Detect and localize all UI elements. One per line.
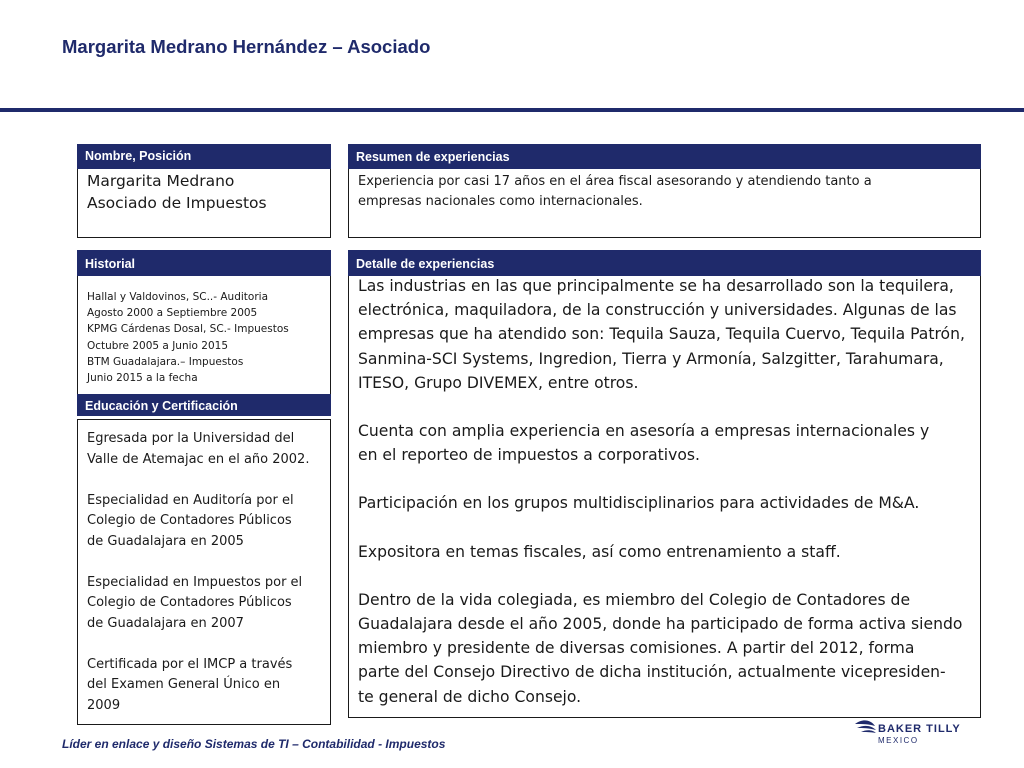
footer-tagline: Líder en enlace y diseño Sistemas de TI – Contabilidad - Impuestos (62, 737, 446, 751)
educacion-item (87, 573, 325, 635)
page-title: Margarita Medrano Hernández – Asociado (62, 36, 431, 57)
nombre-header: Nombre, Posición (77, 144, 331, 169)
educacion-line: de Guadalajara en 2007 (87, 615, 244, 631)
educacion-line: Colegio de Contadores Públicos (87, 595, 292, 610)
resumen-line: Experiencia por casi 17 años en el área fiscal asesorando y atendiendo tanto a (358, 174, 872, 189)
detalle-line: Dentro de la vida colegiada, es miembro del Colegio de Contadores de (358, 590, 911, 609)
posicion-line: Asociado de Impuestos (87, 194, 267, 212)
historial-text (87, 289, 327, 386)
detalle-paragraph (358, 540, 990, 564)
detalle-line: Guadalajara desde el año 2005, donde ha participado de forma activa siendo (358, 615, 963, 634)
company-logo (878, 723, 961, 745)
resumen-text (358, 172, 968, 211)
educacion-text (87, 429, 325, 716)
educacion-line: del Examen General Único en (87, 677, 281, 692)
detalle-line: electrónica, maquiladora, de la construcción y universidades. Algunas de las (358, 301, 957, 320)
educacion-line: Especialidad en Auditoría por el (87, 492, 294, 508)
nombre-text (87, 170, 267, 214)
nombre-line: Margarita Medrano (87, 172, 235, 190)
resumen-header: Resumen de experiencias (348, 144, 981, 169)
historial-line: Agosto 2000 a Septiembre 2005 (87, 307, 258, 320)
educacion-item (87, 655, 325, 717)
detalle-text (358, 274, 990, 709)
detalle-line: empresas que ha atendido son: Tequila Sauza, Tequila Cuervo, Tequila Patrón, (358, 325, 965, 344)
logo-sub-text: MEXICO (878, 736, 919, 745)
historial-line: Octubre 2005 a Junio 2015 (87, 339, 228, 352)
historial-line: KPMG Cárdenas Dosal, SC.- Impuestos (87, 323, 289, 336)
resumen-line: empresas nacionales como internacionales. (358, 193, 643, 209)
detalle-line: Las industrias en las que principalmente se ha desarrollado son la tequilera, (358, 277, 954, 295)
educacion-item (87, 491, 325, 553)
detalle-line: te general de dicho Consejo. (358, 687, 582, 706)
detalle-header: Detalle de experiencias (348, 250, 981, 276)
detalle-paragraph (358, 419, 990, 467)
educacion-line: de Guadalajara en 2005 (87, 533, 244, 549)
detalle-line: Expositora en temas fiscales, así como entrenamiento a staff. (358, 542, 841, 561)
educacion-line: Egresada por la Universidad del (87, 431, 295, 446)
detalle-paragraph (358, 491, 990, 515)
historial-line: Junio 2015 a la fecha (87, 372, 198, 385)
detalle-line: miembro y presidente de diversas comisiones. A partir del 2012, forma (358, 639, 915, 658)
header-rule (0, 108, 1024, 112)
historial-header: Historial (77, 250, 331, 276)
historial-line: BTM Guadalajara.– Impuestos (87, 355, 244, 368)
detalle-paragraph (358, 588, 990, 709)
educacion-line: Colegio de Contadores Públicos (87, 513, 292, 528)
logo-main-text: BAKER TILLY (878, 723, 961, 735)
historial-line: Hallal y Valdovinos, SC..- Auditoria (87, 291, 268, 303)
detalle-line: en el reporteo de impuestos a corporativos. (358, 446, 700, 465)
educacion-item (87, 429, 325, 470)
detalle-paragraph (358, 274, 990, 395)
educacion-header: Educación y Certificación (77, 394, 331, 416)
detalle-line: ITESO, Grupo DIVEMEX, entre otros. (358, 373, 639, 392)
educacion-line: Valle de Atemajac en el año 2002. (87, 451, 310, 467)
detalle-line: Sanmina-SCI Systems, Ingredion, Tierra y Armonía, Salzgitter, Tarahumara, (358, 349, 944, 368)
educacion-line: Especialidad en Impuestos por el (87, 574, 303, 590)
detalle-line: Participación en los grupos multidisciplinarios para actividades de M&A. (358, 494, 920, 513)
educacion-line: 2009 (87, 697, 121, 713)
detalle-line: Cuenta con amplia experiencia en asesoría a empresas internacionales y (358, 422, 930, 441)
educacion-line: Certificada por el IMCP a través (87, 656, 293, 672)
detalle-line: parte del Consejo Directivo de dicha institución, actualmente vicepresiden- (358, 663, 946, 682)
